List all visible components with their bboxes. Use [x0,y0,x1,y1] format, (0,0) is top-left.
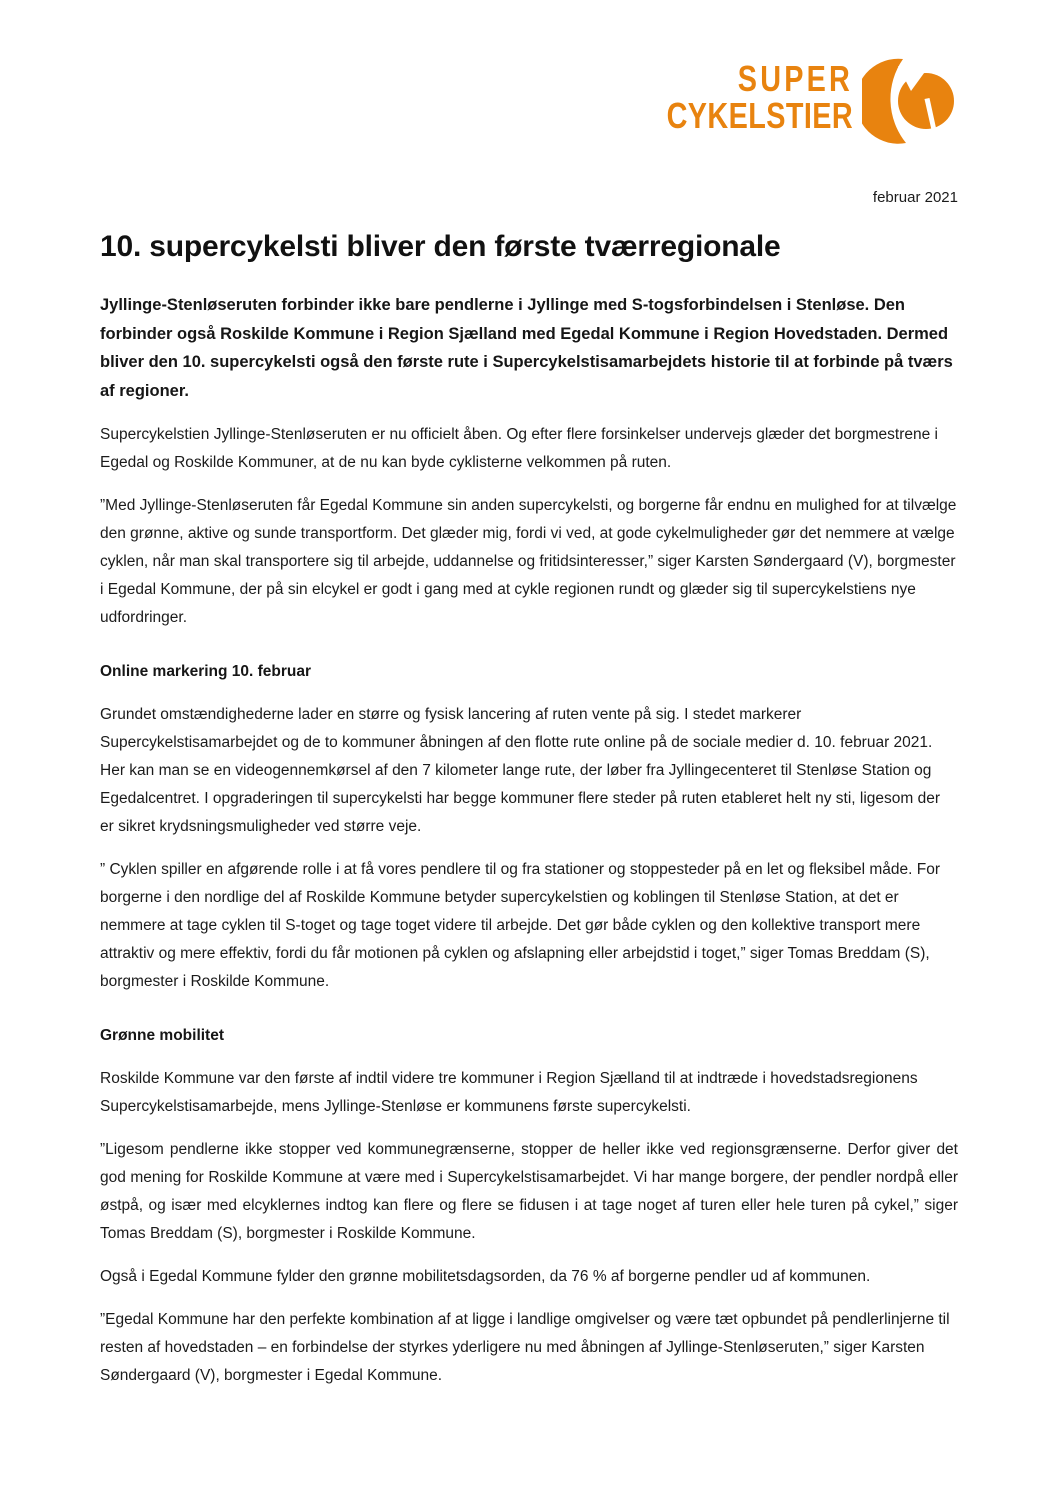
paragraph-quote-breddam: ” Cyklen spiller en afgørende rolle i at få vores pendlere til og fra stationer og stoppesteder på en let og fleksibel måde. For borgerne i den nordlige del af Roskilde Kommune betyder supercykelstien og koblingen til Stenløse Station, at det er nemmere at tage cyklen til S-toget og tage toget videre til arbejde. Det gør både cyklen og den kollektive transport mere attraktiv og mere effektiv, fordi du får motionen på cyklen og afslapning eller arbejdstid i toget,” siger Tomas Breddam (S), borgmester i Roskilde Kommune. [100,861,941,990]
supercykelstier-logo [100,58,958,146]
lead-paragraph: Jyllinge-Stenløseruten forbinder ikke bare pendlerne i Jyllinge med S-togsforbindelsen i Stenløse. Den forbinder også Roskilde Kommune i Region Sjælland med Egedal Kommune i Region Hovedstaden. Dermed bliver den 10. supercykelsti også den første rute i Supercykelstisamarbejdets historie til at forbinde på tværs af regioner. [100,296,953,400]
paragraph-quote-soendergaard: ”Med Jyllinge-Stenløseruten får Egedal Kommune sin anden supercykelsti, og borgerne får endnu en mulighed for at tilvælge den grønne, aktive og sunde transportform. Det glæder mig, fordi vi ved, at gode cykelmuligheder gør det nemmere at vælge cyklen, når man skal transportere sig til arbejde, uddannelse og fritidsinteresser,” siger Karsten Søndergaard (V), borgmester i Egedal Kommune, der på sin elcykel er godt i gang med at cykle regionen rundt og glæder sig til supercykelstiens nye udfordringer. [100,497,957,626]
logo-wordmark [667,60,853,134]
section-heading-groenne-mobilitet: Grønne mobilitet [100,1027,224,1044]
paragraph-online-launch: Grundet omstændighederne lader en større og fysisk lancering af ruten vente på sig. I stedet markerer Supercykelstisamarbejdet og de to kommuner åbningen af den flotte rute online på de sociale medier d. 10. februar 2021. Her kan man se en videogennemkørsel af den 7 kilometer lange rute, der løber fra Jyllingecenteret til Stenløse Station og Egedalcentret. I opgraderingen til supercykelsti har begge kommuner flere steder på ruten etableret helt ny sti, ligesom der er sikret krydsningsmuligheder ved større veje. [100,706,941,835]
header [100,58,958,208]
supercykelstier-crescent-circle-icon [862,58,958,144]
logo-word-super: SUPER [737,58,853,99]
paragraph-quote-breddam-2: ”Ligesom pendlerne ikke stopper ved kommunegrænserne, stopper de heller ikke ved regionsgrænserne. Derfor giver det god mening for Roskilde Kommune at være med i Supercykelstisamarbejdet. Vi har mange borgere, der pendler nordpå eller østpå, og især med elcyklernes indtog kan flere og flere se fidusen i at tage noget af turen eller hele turen på cykel,” siger Tomas Breddam (S), borgmester i Roskilde Kommune. [100,1141,958,1242]
paragraph-quote-soendergaard-2: ”Egedal Kommune har den perfekte kombination af at ligge i landlige omgivelser og være tæt opbundet på pendlerlinjerne til resten af hovedstaden – en forbindelse der styrkes yderligere nu med åbningen af Jyllinge-Stenløseruten,” siger Karsten Søndergaard (V), borgmester i Egedal Kommune. [100,1311,950,1384]
press-release-article [100,228,958,1390]
headline: 10. supercykelsti bliver den første tværregionale [100,230,781,263]
paragraph-egedal-commuters: Også i Egedal Kommune fylder den grønne mobilitetsdagsorden, da 76 % af borgerne pendler ud af kommunen. [100,1268,871,1285]
logo-word-cykelstier: CYKELSTIER [666,95,853,136]
section-heading-online-markering: Online markering 10. februar [100,663,312,680]
paragraph-route-open: Supercykelstien Jyllinge-Stenløseruten er nu officielt åben. Og efter flere forsinkelser undervejs glæder det borgmestrene i Egedal og Roskilde Kommuner, at de nu kan byde cyklisterne velkommen på ruten. [100,426,938,471]
document-date: februar 2021 [872,189,958,206]
paragraph-roskilde-first: Roskilde Kommune var den første af indtil videre tre kommuner i Region Sjælland til at indtræde i hovedstadsregionens Supercykelstisamarbejde, mens Jyllinge-Stenløse er kommunens første supercykelsti. [100,1070,918,1115]
